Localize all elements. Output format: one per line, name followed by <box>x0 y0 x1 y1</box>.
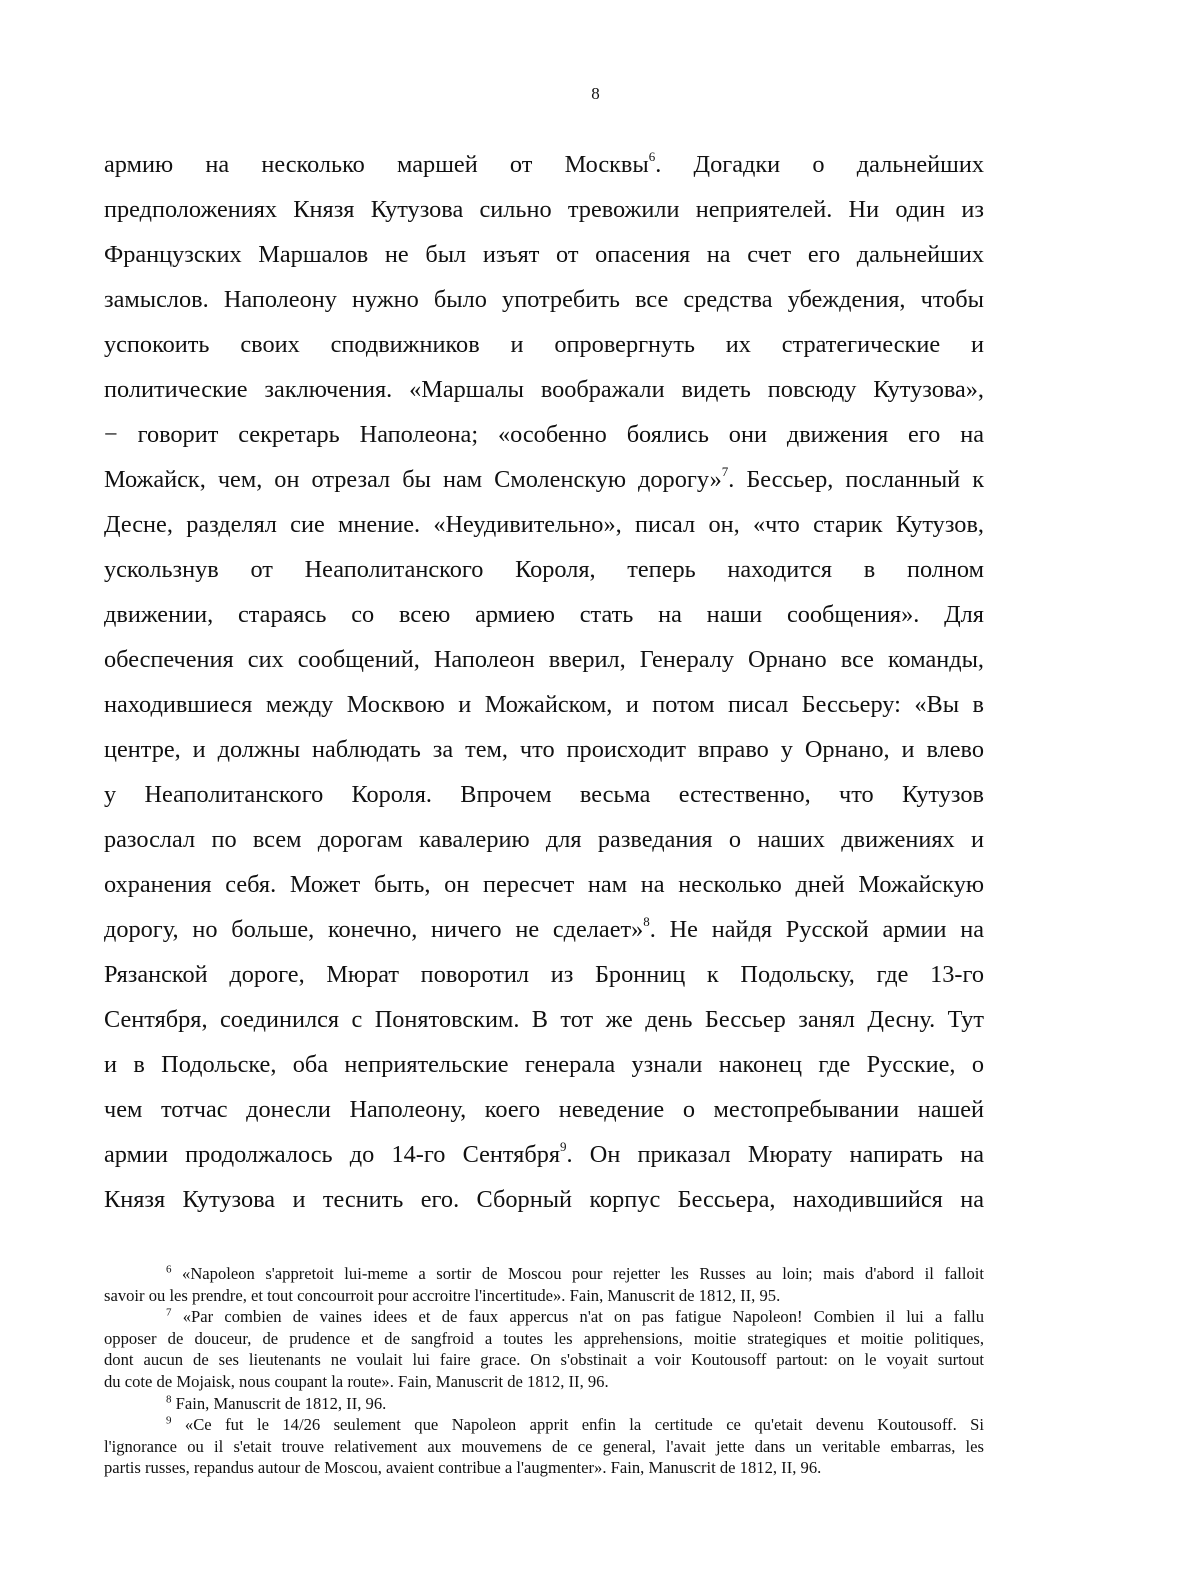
footnote-line <box>104 1393 984 1415</box>
footnote-reference[interactable]: 9 <box>560 1138 567 1154</box>
footnote <box>104 1414 984 1479</box>
body-line <box>104 1177 984 1222</box>
footnote-marker: 7 <box>166 1306 172 1319</box>
footnote-text: dont aucun de ses lieutenants ne voulait lui faire grace. On s'obstinait a voir Koutousoff partout: on le voyait surtout <box>104 1350 984 1370</box>
body-line <box>104 862 984 907</box>
body-line <box>104 997 984 1042</box>
body-text-segment: движении, стараясь со всею армиею стать на наши сообщения». Для <box>104 601 984 628</box>
body-text-segment: предположениях Князя Кутузова сильно тревожили неприятелей. Ни один из <box>104 196 984 223</box>
body-line <box>104 817 984 862</box>
footnotes <box>104 1263 984 1479</box>
body-text-segment: Князя Кутузова и теснить его. Сборный корпус Бессьера, находившийся на <box>104 1186 984 1213</box>
body-line <box>104 502 984 547</box>
footnote-text: l'ignorance ou il s'etait trouve relativement aux mouvemens de ce general, l'avait jette dans un veritable embarras, les <box>104 1436 984 1456</box>
footnote-line <box>104 1457 984 1479</box>
footnote-text: du cote de Mojaisk, nous coupant la route». Fain, Manuscrit de 1812, II, 96. <box>104 1371 609 1391</box>
body-line <box>104 142 984 187</box>
body-text-segment: Можайск, чем, он отрезал бы нам Смоленскую дорогу» <box>104 466 722 493</box>
body-text-segment: . Не найдя Русской армии на <box>649 916 984 943</box>
body-line <box>104 187 984 232</box>
footnote-reference[interactable]: 8 <box>643 913 650 929</box>
body-text-segment: успокоить своих сподвижников и опровергнуть их стратегические и <box>104 331 984 358</box>
body-line <box>104 682 984 727</box>
body-line <box>104 412 984 457</box>
body-text-segment: замыслов. Наполеону нужно было употребить все средства убеждения, чтобы <box>104 286 984 313</box>
footnote-reference[interactable]: 6 <box>648 148 656 164</box>
body-text-segment: армию на несколько маршей от Москвы <box>104 151 649 178</box>
footnote <box>104 1263 984 1306</box>
body-line <box>104 232 984 277</box>
body-line <box>104 907 984 952</box>
body-text-segment: . Догадки о дальнейших <box>655 151 984 178</box>
body-text-segment: Сентября, соединился с Понятовским. В тот же день Бессьер занял Десну. Тут <box>104 1006 984 1033</box>
body-text-segment: обеспечения сих сообщений, Наполеон вверил, Генералу Орнано все команды, <box>104 646 984 673</box>
footnote-line <box>104 1371 984 1393</box>
body-line <box>104 637 984 682</box>
body-line <box>104 772 984 817</box>
body-text-segment: и в Подольске, оба неприятельские генерала узнали наконец где Русские, о <box>104 1051 984 1078</box>
body-text-segment: центре, и должны наблюдать за тем, что происходит вправо у Орнано, и влево <box>104 736 984 763</box>
body-text-segment: ускользнув от Неаполитанского Короля, теперь находится в полном <box>104 556 984 583</box>
body-line <box>104 367 984 412</box>
footnote-text: opposer de douceur, de prudence et de sangfroid a toutes les apprehensions, moitie strategiques et moitie politiques, <box>104 1328 984 1348</box>
body-text-segment: охранения себя. Может быть, он пересчет нам на несколько дней Можайскую <box>104 871 984 898</box>
footnote-marker: 6 <box>166 1263 172 1276</box>
body-line <box>104 727 984 772</box>
body-line <box>104 322 984 367</box>
footnote-text: Fain, Manuscrit de 1812, II, 96. <box>171 1393 387 1413</box>
footnote-text: «Par combien de vaines idees et de faux appercus n'at on pas fatigue Napoleon! Combien il lui a fallu <box>171 1307 984 1327</box>
body-line <box>104 952 984 997</box>
footnote-text: partis russes, repandus autour de Moscou, avaient contribue a l'augmenter». Fain, Manuscrit de 1812, II, 96. <box>104 1458 822 1478</box>
body-text-segment: армии продолжалось до 14-го Сентября <box>104 1141 561 1168</box>
footnote-text: «Ce fut le 14/26 seulement que Napoleon apprit enfin la certitude ce qu'etait devenu Koutousoff. Si <box>171 1415 984 1435</box>
body-line <box>104 547 984 592</box>
body-line <box>104 592 984 637</box>
footnote-text: «Napoleon s'appretoit lui-meme a sortir de Moscou pour rejetter les Russes au loin; mais d'abord il falloit <box>171 1264 984 1283</box>
body-text-segment: политические заключения. «Маршалы воображали видеть повсюду Кутузова», <box>104 376 984 403</box>
page-number: 8 <box>591 84 600 103</box>
body-text-segment: чем тотчас донесли Наполеону, коего неведение о местопребывании нашей <box>104 1096 984 1123</box>
footnote-line <box>104 1328 984 1350</box>
footnote-line <box>104 1285 984 1307</box>
footnote-line <box>104 1263 984 1285</box>
body-text <box>104 142 984 1222</box>
body-line <box>104 1042 984 1087</box>
body-text-segment: находившиеся между Москвою и Можайском, и потом писал Бессьеру: «Вы в <box>104 691 984 718</box>
body-text-segment: у Неаполитанского Короля. Впрочем весьма естественно, что Кутузов <box>104 781 984 808</box>
footnote-text: savoir ou les prendre, et tout concourroit pour accroitre l'incertitude». Fain, Manuscrit de 1812, II, 95. <box>104 1285 781 1305</box>
body-text-segment: Десне, разделял сие мнение. «Неудивительно», писал он, «что старик Кутузов, <box>104 511 984 538</box>
body-text-segment: Французских Маршалов не был изъят от опасения на счет его дальнейших <box>104 241 984 268</box>
footnote-reference[interactable]: 7 <box>721 463 729 479</box>
body-line <box>104 277 984 322</box>
footnote <box>104 1393 984 1415</box>
body-line <box>104 1132 984 1177</box>
footnote-marker: 8 <box>166 1393 172 1406</box>
body-line <box>104 1087 984 1132</box>
footnote-line <box>104 1414 984 1436</box>
footnote-marker: 9 <box>166 1414 172 1427</box>
body-text-segment: . Он приказал Мюрату напирать на <box>566 1141 984 1168</box>
footnote-line <box>104 1306 984 1328</box>
footnote-line <box>104 1349 984 1371</box>
body-line <box>104 457 984 502</box>
body-text-segment: разослал по всем дорогам кавалерию для разведания о наших движениях и <box>104 826 984 853</box>
body-text-segment: − говорит секретарь Наполеона; «особенно боялись они движения его на <box>104 421 984 448</box>
body-text-segment: . Бессьер, посланный к <box>728 466 985 493</box>
footnote-line <box>104 1436 984 1458</box>
footnote <box>104 1306 984 1392</box>
body-text-segment: дорогу, но больше, конечно, ничего не сделает» <box>104 916 644 943</box>
body-text-segment: Рязанской дороге, Мюрат поворотил из Бронниц к Подольску, где 13-го <box>104 961 984 988</box>
